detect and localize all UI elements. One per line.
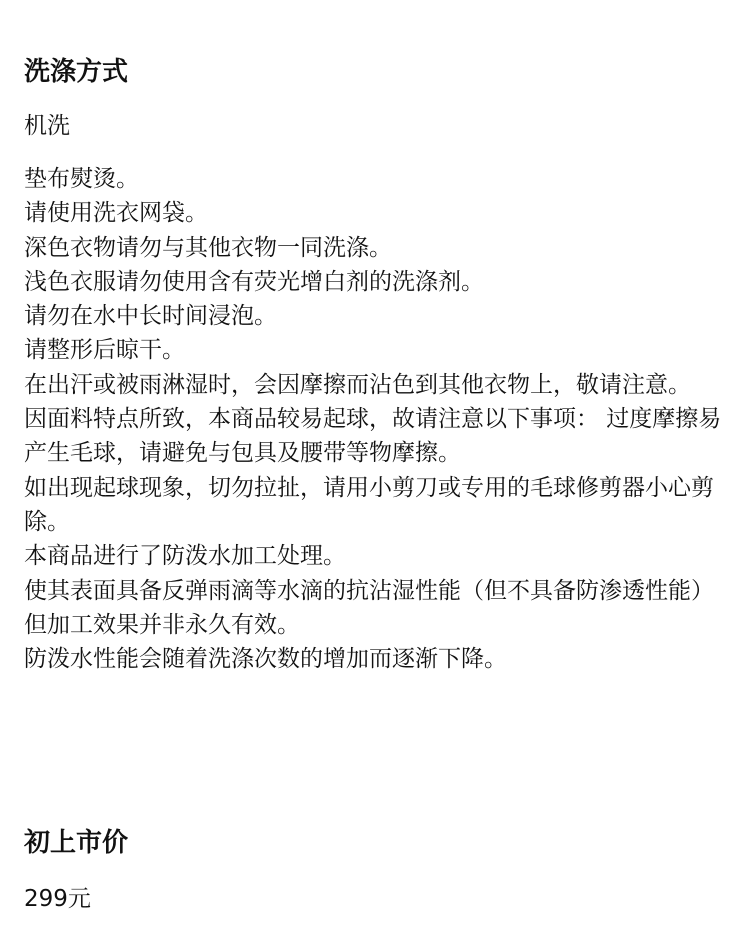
wash-method: 机洗: [24, 113, 70, 139]
care-note: 请整形后晾干。: [24, 337, 185, 364]
care-note: 浅色衣服请勿使用含有荧光增白剂的洗涤剂。: [24, 268, 484, 295]
care-note: 如出现起球现象，切勿拉扯，请用小剪刀或专用的毛球修剪器小心剪除。: [24, 474, 714, 535]
care-note: 请勿在水中长时间浸泡。: [24, 303, 277, 330]
care-note: 本商品进行了防泼水加工处理。: [24, 543, 346, 570]
care-note: 使其表面具备反弹雨滴等水滴的抗沾湿性能（但不具备防渗透性能）但加工效果并非永久有效。: [24, 577, 714, 638]
care-note: 防泼水性能会随着洗涤次数的增加而逐渐下降。: [24, 646, 507, 673]
wash-section-title: 洗涤方式: [24, 57, 129, 87]
care-notes-list: [24, 162, 726, 676]
care-note: 垫布熨烫。: [24, 166, 139, 192]
care-note: 深色衣物请勿与其他衣物一同洗涤。: [24, 234, 392, 261]
care-note: 在出汗或被雨淋湿时，会因摩擦而沾色到其他衣物上，敬请注意。: [24, 371, 691, 398]
care-note: 请使用洗衣网袋。: [24, 200, 208, 227]
price-section-title: 初上市价: [24, 828, 129, 858]
care-note: 因面料特点所致，本商品较易起球，故请注意以下事项： 过度摩擦易产生毛球，请避免与包具及腰带等物摩擦。: [24, 406, 722, 467]
launch-price: 299元: [24, 886, 91, 912]
